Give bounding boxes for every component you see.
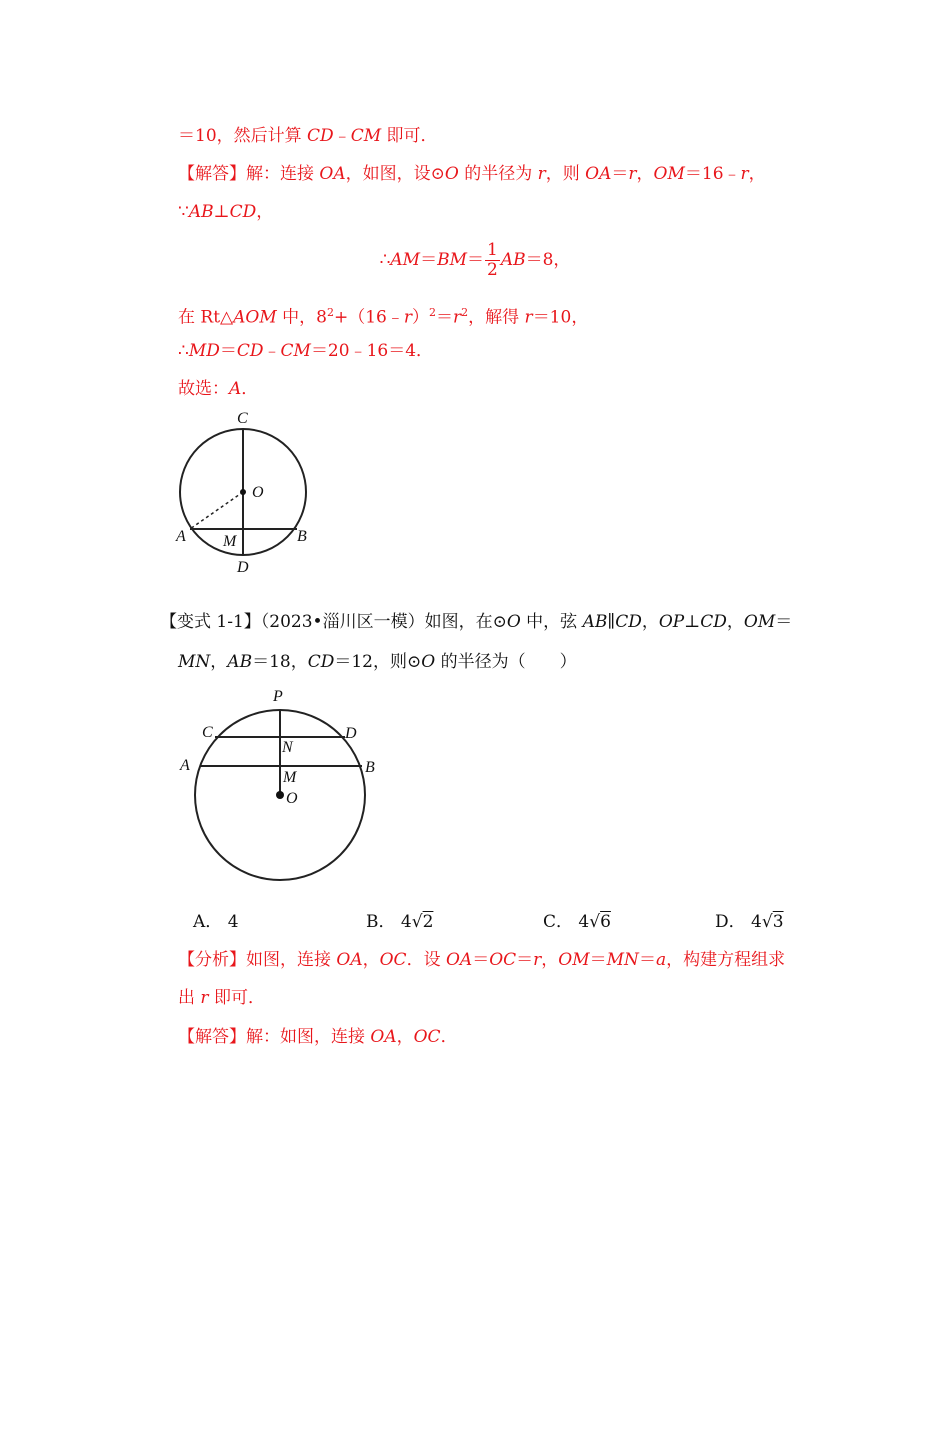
problem2-line1: 【变式 1-1】（2023•淄川区一模）如图，在⊙O 中，弦 AB∥CD，OP⊥CD，OM＝ xyxy=(160,612,793,632)
label-b: B xyxy=(365,759,375,776)
solution1-line5: 在 Rt△AOM 中，$8^2+(16﹣r)^2=r^2$，解得 r＝10， xyxy=(178,306,589,328)
radical-sign: √ xyxy=(411,912,423,932)
center-point xyxy=(240,489,246,495)
option-c[interactable]: C． 4√6 xyxy=(543,912,611,932)
label-a: A xyxy=(180,757,190,774)
label-d: D xyxy=(345,725,357,742)
label-c: C xyxy=(202,724,213,741)
option-a[interactable]: A． 4 xyxy=(193,912,239,932)
option-b[interactable]: B． 4√2 xyxy=(366,912,434,932)
figure2-circle-diagram xyxy=(175,685,385,885)
label-o: O xyxy=(252,484,264,501)
label-o: O xyxy=(286,790,298,807)
label-d: D xyxy=(237,559,249,576)
label-c: C xyxy=(237,410,248,427)
label-m: M xyxy=(283,769,297,786)
solution1-line2: 【解答】解：连接 OA，如图，设⊙O 的半径为 r，则 OA＝r，OM＝16﹣r， xyxy=(178,164,766,184)
answer-tag: 【解答】 xyxy=(178,1027,246,1047)
problem2-line2: MN，AB＝18，CD＝12，则⊙O 的半径为（ ） xyxy=(178,652,577,672)
solution1-line4: ∴AM＝BM＝ $\frac{1}{2}$ AB＝8， xyxy=(379,240,571,280)
solution1-line3: ∵AB⊥CD， xyxy=(178,202,274,222)
fraction-half: $\frac{1}{2}$ xyxy=(486,240,498,280)
analysis2-line1: 【分析】如图，连接 OA，OC．设 OA＝OC＝r，OM＝MN＝a，构建方程组求 xyxy=(178,950,786,970)
variant-tag: 【变式 1-1】 xyxy=(160,612,261,632)
solution1-line6: ∴MD＝CD﹣CM＝20﹣16＝4． xyxy=(178,341,434,361)
label-a: A xyxy=(176,528,186,545)
solution1-line7: 故选：A． xyxy=(178,379,259,399)
radical-sign: √ xyxy=(589,912,601,932)
label-m: M xyxy=(223,533,237,550)
radical-sign: √ xyxy=(761,912,773,932)
label-p: P xyxy=(273,688,283,705)
solution2-line1: 【解答】解：如图，连接 OA，OC． xyxy=(178,1027,458,1047)
label-n: N xyxy=(282,739,293,756)
segment-oa xyxy=(190,492,243,529)
answer-tag: 【解答】 xyxy=(178,164,246,184)
center-point xyxy=(276,791,284,799)
analysis-tag: 【分析】 xyxy=(178,950,246,970)
option-d[interactable]: D． 4√3 xyxy=(715,912,784,932)
label-b: B xyxy=(297,528,307,545)
figure1-circle-diagram xyxy=(168,405,318,580)
analysis2-line2: 出 r 即可． xyxy=(178,988,265,1008)
solution1-line1: ＝10，然后计算 CD﹣CM 即可． xyxy=(178,126,438,146)
